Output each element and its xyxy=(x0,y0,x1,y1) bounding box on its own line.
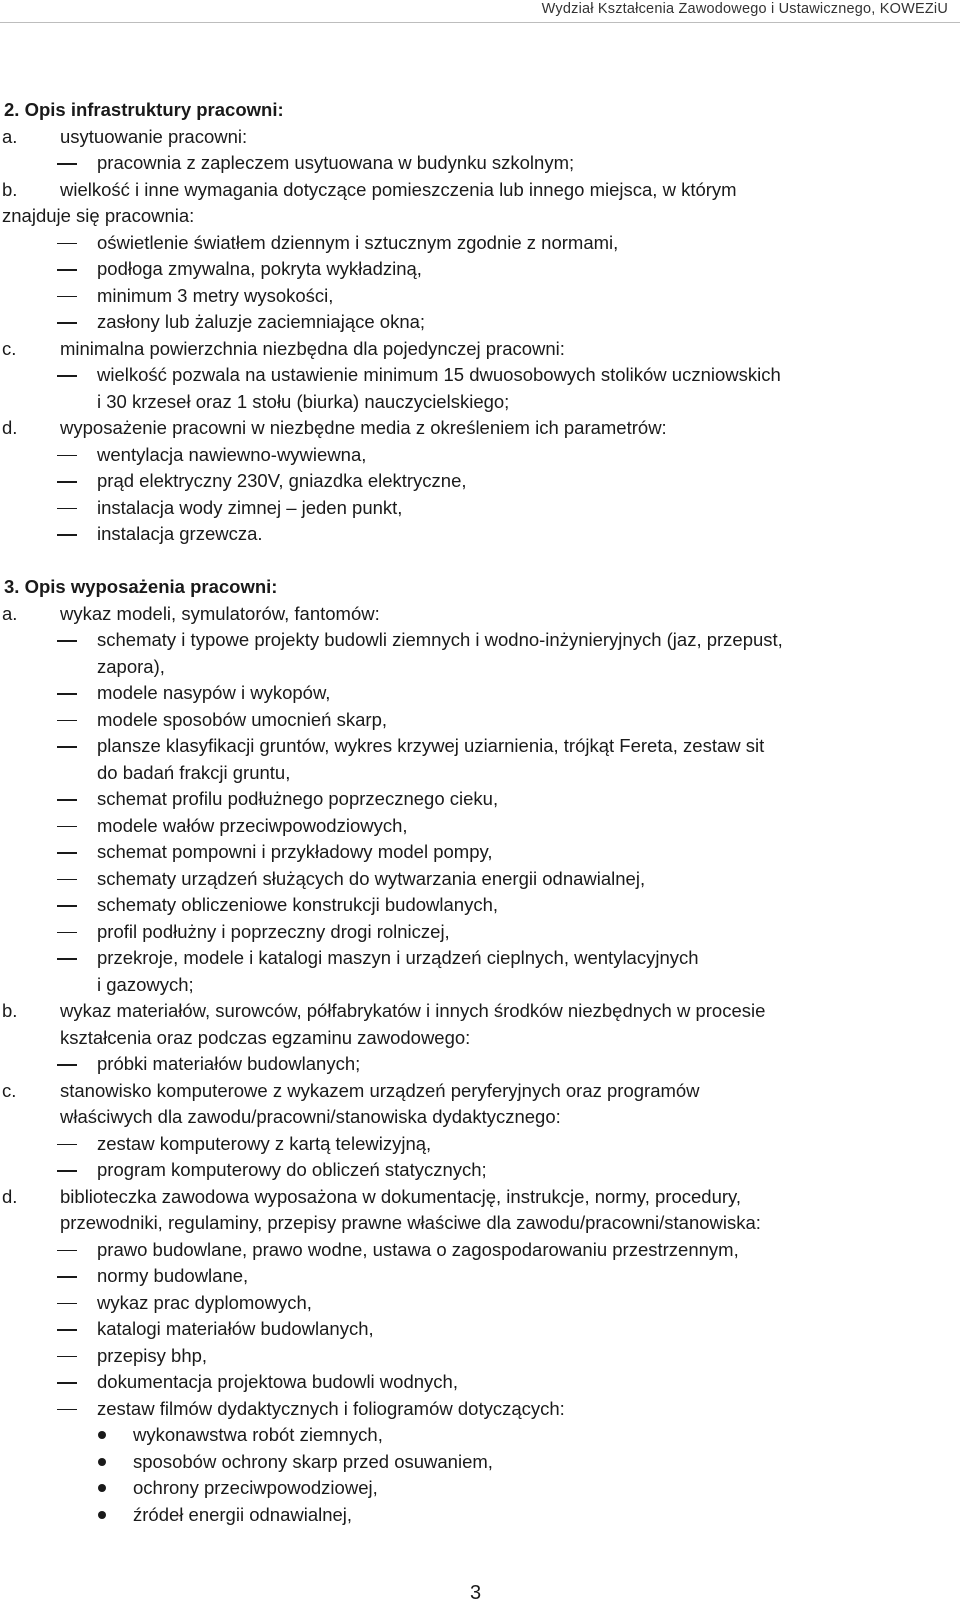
dash-item-continuation: i gazowych; xyxy=(97,973,194,995)
dash-icon xyxy=(57,481,77,483)
dash-icon xyxy=(57,799,77,801)
dash-item: wykaz prac dyplomowych, xyxy=(0,1290,960,1317)
dash-icon xyxy=(57,1250,77,1252)
list-item xyxy=(0,336,960,363)
item-text: minimalna powierzchnia niezbędna dla pojedynczej pracowni: xyxy=(60,337,565,359)
item-text: wyposażenie pracowni w niezbędne media z określeniem ich parametrów: xyxy=(60,417,667,438)
dash-item: zestaw komputerowy z kartą telewizyjną, xyxy=(0,1131,960,1158)
dash-icon xyxy=(57,243,77,245)
dash-item: schemat profilu podłużnego poprzecznego cieku, xyxy=(0,786,960,813)
item-text: stanowisko komputerowe z wykazem urządzeń peryferyjnych oraz programów xyxy=(60,1079,700,1101)
header-rule xyxy=(0,22,960,23)
dash-item: normy budowlane, xyxy=(0,1263,960,1290)
dash-icon xyxy=(57,1356,77,1358)
item-letter: b. xyxy=(2,1000,18,1021)
list-item xyxy=(0,415,960,442)
dash-item: oświetlenie światłem dziennym i sztucznym zgodnie z normami, xyxy=(0,230,960,257)
item-text: usytuowanie pracowni: xyxy=(60,125,248,147)
section-2-title: 2. Opis infrastruktury pracowni: xyxy=(4,99,284,120)
dash-item: profil podłużny i poprzeczny drogi rolniczej, xyxy=(0,919,960,946)
bullet-item: ochrony przeciwpowodziowej, xyxy=(0,1475,960,1502)
item-letter: a. xyxy=(2,125,18,147)
dash-item: minimum 3 metry wysokości, xyxy=(0,283,960,310)
dash-icon xyxy=(57,1144,77,1146)
item-text: wykaz materiałów, surowców, półfabrykatów i innych środków niezbędnych w procesie xyxy=(60,1000,766,1021)
dash-item: zestaw filmów dydaktycznych i foliogramów dotyczących: xyxy=(0,1396,960,1423)
dash-icon xyxy=(57,1064,77,1066)
dash-icon xyxy=(57,508,77,510)
item-text: wykaz modeli, symulatorów, fantomów: xyxy=(60,602,380,624)
list-item-continuation: przewodniki, regulaminy, przepisy prawne właściwe dla zawodu/pracowni/stanowiska: xyxy=(60,1212,761,1233)
dash-icon xyxy=(57,852,77,854)
dash-item-continuation: zapora), xyxy=(97,655,165,677)
list-item xyxy=(0,124,960,151)
list-item xyxy=(0,998,960,1025)
item-letter: c. xyxy=(2,337,17,359)
dash-icon xyxy=(57,1170,77,1172)
dash-item: program komputerowy do obliczeń statycznych; xyxy=(0,1157,960,1184)
dash-icon xyxy=(57,455,77,457)
document-body xyxy=(0,97,960,1528)
dash-item: schematy obliczeniowe konstrukcji budowlanych, xyxy=(0,892,960,919)
bullet-item: źródeł energii odnawialnej, xyxy=(0,1502,960,1529)
dash-item: schemat pompowni i przykładowy model pompy, xyxy=(0,839,960,866)
dash-icon xyxy=(57,958,77,960)
item-letter: c. xyxy=(2,1079,17,1101)
dash-icon xyxy=(57,322,77,324)
spacer xyxy=(0,548,960,575)
dash-icon xyxy=(57,296,77,298)
dash-item: modele sposobów umocnień skarp, xyxy=(0,707,960,734)
dash-icon xyxy=(57,534,77,536)
list-item-continuation: właściwych dla zawodu/pracowni/stanowiska dydaktycznego: xyxy=(60,1106,561,1127)
page-number: 3 xyxy=(470,1582,482,1604)
dash-item: instalacja grzewcza. xyxy=(0,521,960,548)
page-header: Wydział Kształcenia Zawodowego i Ustawicznego, KOWEZiU xyxy=(541,1,948,17)
list-item xyxy=(0,177,960,204)
dash-item-continuation: do badań frakcji gruntu, xyxy=(97,761,291,783)
list-item-continuation: znajduje się pracownia: xyxy=(2,205,195,226)
dash-icon xyxy=(57,693,77,695)
bullet-icon xyxy=(98,1484,106,1492)
section-3-title: 3. Opis wyposażenia pracowni: xyxy=(4,576,278,597)
dash-icon xyxy=(57,269,77,271)
dash-item: schematy i typowe projekty budowli ziemnych i wodno-inżynieryjnych (jaz, przepust, xyxy=(0,627,960,654)
dash-icon xyxy=(57,640,77,642)
bullet-item: wykonawstwa robót ziemnych, xyxy=(0,1422,960,1449)
dash-icon xyxy=(57,879,77,881)
dash-icon xyxy=(57,720,77,722)
dash-item: instalacja wody zimnej – jeden punkt, xyxy=(0,495,960,522)
list-item xyxy=(0,1184,960,1211)
list-item xyxy=(0,1078,960,1105)
bullet-icon xyxy=(98,1431,106,1439)
item-letter: d. xyxy=(2,1185,18,1207)
dash-item: prąd elektryczny 230V, gniazdka elektryczne, xyxy=(0,468,960,495)
dash-icon xyxy=(57,163,77,165)
dash-icon xyxy=(57,1382,77,1384)
dash-item: wentylacja nawiewno-wywiewna, xyxy=(0,442,960,469)
dash-icon xyxy=(57,375,77,377)
dash-icon xyxy=(57,1303,77,1305)
item-letter: a. xyxy=(2,602,18,624)
bullet-item: sposobów ochrony skarp przed osuwaniem, xyxy=(0,1449,960,1476)
item-letter: b. xyxy=(2,178,18,200)
dash-item-continuation: i 30 krzeseł oraz 1 stołu (biurka) nauczycielskiego; xyxy=(97,390,510,412)
item-text: wielkość i inne wymagania dotyczące pomieszczenia lub innego miejsca, w którym xyxy=(60,178,737,200)
dash-item: wielkość pozwala na ustawienie minimum 15 dwuosobowych stolików uczniowskich xyxy=(0,362,960,389)
list-item-continuation: kształcenia oraz podczas egzaminu zawodowego: xyxy=(60,1026,471,1048)
list-item xyxy=(0,601,960,628)
bullet-icon xyxy=(98,1458,106,1466)
dash-item: modele nasypów i wykopów, xyxy=(0,680,960,707)
bullet-icon xyxy=(98,1511,106,1519)
item-text: biblioteczka zawodowa wyposażona w dokumentację, instrukcje, normy, procedury, xyxy=(60,1185,742,1207)
dash-icon xyxy=(57,1329,77,1331)
item-letter: d. xyxy=(2,417,18,438)
dash-icon xyxy=(57,1409,77,1411)
dash-item: zasłony lub żaluzje zaciemniające okna; xyxy=(0,309,960,336)
dash-item: podłoga zmywalna, pokryta wykładziną, xyxy=(0,256,960,283)
dash-icon xyxy=(57,1276,77,1278)
dash-icon xyxy=(57,905,77,907)
dash-item: przekroje, modele i katalogi maszyn i urządzeń cieplnych, wentylacyjnych xyxy=(0,945,960,972)
dash-item: plansze klasyfikacji gruntów, wykres krzywej uziarnienia, trójkąt Fereta, zestaw sit xyxy=(0,733,960,760)
dash-item: prawo budowlane, prawo wodne, ustawa o zagospodarowaniu przestrzennym, xyxy=(0,1237,960,1264)
dash-item: przepisy bhp, xyxy=(0,1343,960,1370)
dash-item: dokumentacja projektowa budowli wodnych, xyxy=(0,1369,960,1396)
dash-item: katalogi materiałów budowlanych, xyxy=(0,1316,960,1343)
dash-item: pracownia z zapleczem usytuowana w budynku szkolnym; xyxy=(0,150,960,177)
dash-item: próbki materiałów budowlanych; xyxy=(0,1051,960,1078)
dash-icon xyxy=(57,746,77,748)
dash-item: schematy urządzeń służących do wytwarzania energii odnawialnej, xyxy=(0,866,960,893)
dash-item: modele wałów przeciwpowodziowych, xyxy=(0,813,960,840)
dash-icon xyxy=(57,826,77,828)
dash-icon xyxy=(57,932,77,934)
